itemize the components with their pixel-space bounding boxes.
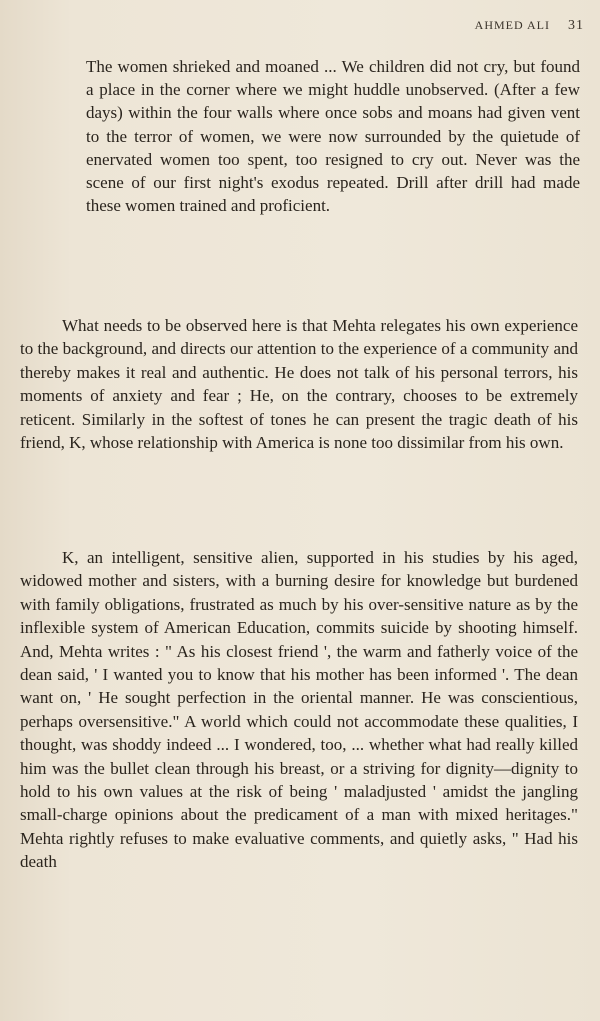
running-head-author: AHMED ALI bbox=[474, 18, 550, 32]
body-paragraph: K, an intelligent, sensitive alien, supported in his studies by his aged, widowed mother and sisters, with a burning desire for knowledge but burdened with family obligations, frustrated as much by his over-sensitive nature as by the inflexible system of American Education, commits suicide by shooting himself. And, Mehta writes : " As his closest friend ', the warm and fatherly voice of the dean said, ' I wanted you to know that his mother has been informed '. The dean want on, ' He sought perfection in the oriental manner. He was conscientious, perhaps oversensitive." A world which could not accommodate these qualities, I thought, was shoddy indeed ... I wondered, too, ... whether what had really killed him was the bullet clean through his breast, or a striving for dignity—dignity to hold to his own values at the risk of being ' maladjusted ' amidst the jangling small-charge opinions about the predicament of a man with mixed heritages." Mehta rightly refuses to make evaluative comments, and quietly asks, " Had his death bbox=[20, 548, 578, 872]
body-paragraph: What needs to be observed here is that Mehta relegates his own experience to the background, and directs our attention to the experience of a community and thereby makes it real and authentic. He does not talk of his personal terrors, his moments of anxiety and fear ; He, on the contrary, chooses to be extremely reticent. Similarly in the softest of tones he can present the tragic death of his friend, K, whose relationship with America is none too dissimilar from his own. bbox=[20, 316, 578, 453]
page-number: 31 bbox=[568, 18, 584, 33]
running-head bbox=[475, 18, 584, 34]
block-quote: The women shrieked and moaned ... We children did not cry, but found a place in the corner where we might huddle unobserved. (After a few days) within the four walls where once sobs and moans had given vent to the terror of women, we were now surrounded by the quietude of enervated women too spent, too resigned to cry out. Never was the scene of our first night's exodus repeated. Drill after drill had made these women trained and proficient. bbox=[86, 57, 580, 216]
